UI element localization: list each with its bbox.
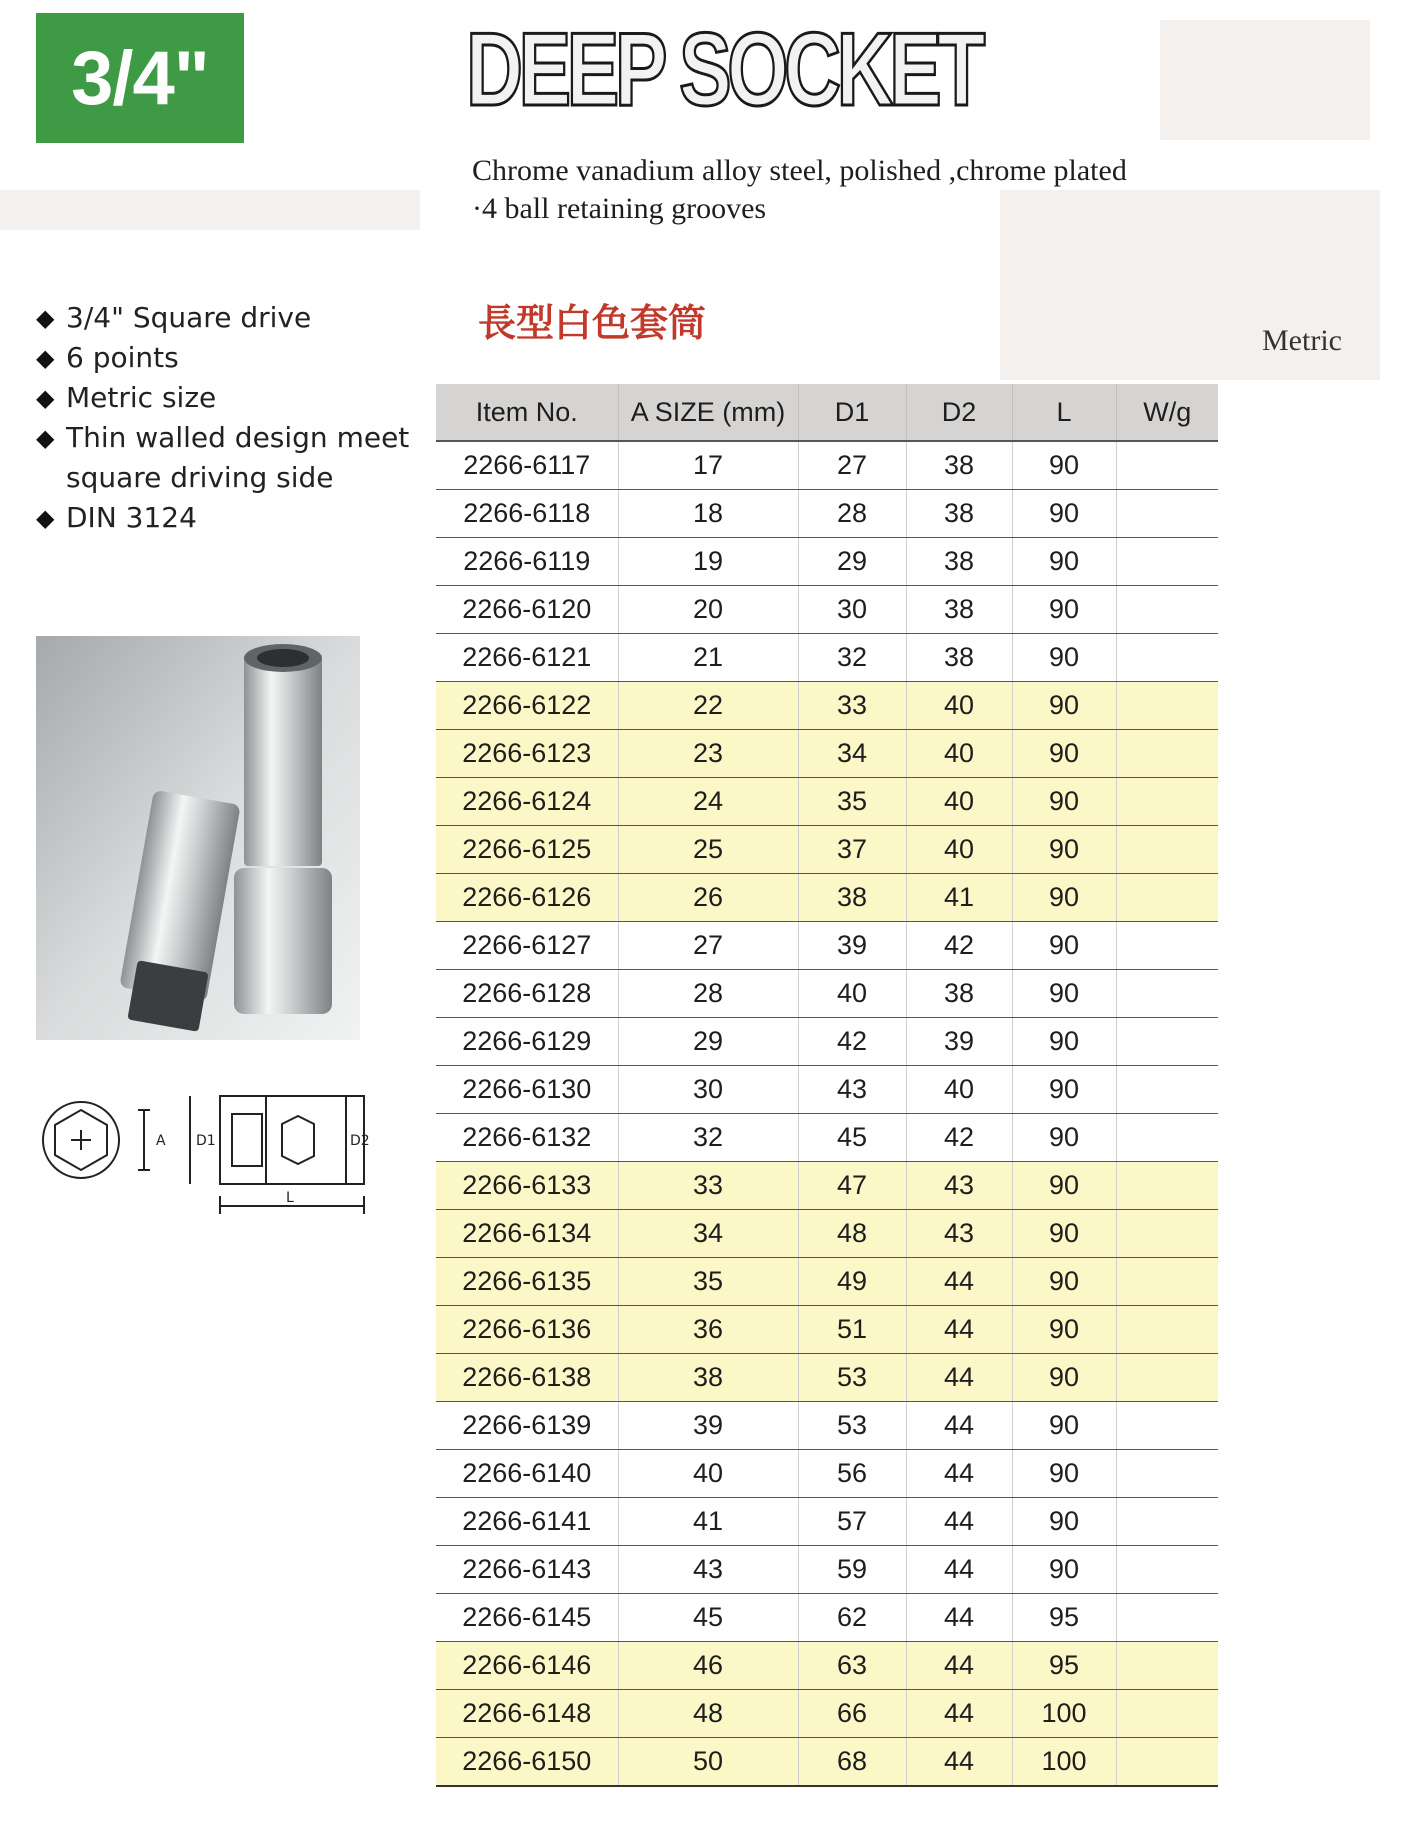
d1-cell: 29: [798, 538, 906, 586]
a-size-cell: 39: [618, 1402, 798, 1450]
d2-cell: 44: [906, 1738, 1012, 1787]
d2-cell: 40: [906, 826, 1012, 874]
d1-cell: 59: [798, 1546, 906, 1594]
a-size-cell: 18: [618, 490, 798, 538]
d2-cell: 38: [906, 634, 1012, 682]
table-row: [436, 1210, 1218, 1258]
d1-cell: 43: [798, 1066, 906, 1114]
diagram-label-l: L: [286, 1190, 294, 1206]
weight-cell: [1116, 586, 1218, 634]
dimension-diagram: [36, 1088, 376, 1218]
feature-item: [36, 298, 409, 338]
l-cell: 90: [1012, 1066, 1116, 1114]
table-row: [436, 538, 1218, 586]
weight-cell: [1116, 1354, 1218, 1402]
d2-cell: 44: [906, 1498, 1012, 1546]
l-cell: 90: [1012, 922, 1116, 970]
feature-text: Metric size: [66, 381, 217, 414]
d2-cell: 43: [906, 1210, 1012, 1258]
a-size-cell: 36: [618, 1306, 798, 1354]
diagram-label-a: A: [156, 1133, 166, 1149]
product-photo: [36, 636, 360, 1040]
l-cell: 90: [1012, 730, 1116, 778]
table-row: [436, 586, 1218, 634]
weight-cell: [1116, 441, 1218, 490]
a-size-cell: 19: [618, 538, 798, 586]
weight-cell: [1116, 1162, 1218, 1210]
d2-cell: 44: [906, 1690, 1012, 1738]
description-line: Chrome vanadium alloy steel, polished ,chrome plated: [472, 154, 1127, 187]
d2-cell: 44: [906, 1354, 1012, 1402]
item-no-cell: 2266-6136: [436, 1306, 618, 1354]
a-size-cell: 23: [618, 730, 798, 778]
a-size-cell: 50: [618, 1738, 798, 1787]
item-no-cell: 2266-6124: [436, 778, 618, 826]
a-size-cell: 35: [618, 1258, 798, 1306]
a-size-cell: 24: [618, 778, 798, 826]
l-cell: 90: [1012, 682, 1116, 730]
d1-cell: 35: [798, 778, 906, 826]
weight-cell: [1116, 634, 1218, 682]
l-cell: 90: [1012, 1498, 1116, 1546]
d2-cell: 38: [906, 538, 1012, 586]
weight-cell: [1116, 1018, 1218, 1066]
weight-cell: [1116, 1210, 1218, 1258]
l-cell: 90: [1012, 1018, 1116, 1066]
table-row: [436, 1066, 1218, 1114]
feature-text: 3/4" Square drive: [66, 301, 312, 334]
table-row: [436, 1258, 1218, 1306]
d1-cell: 49: [798, 1258, 906, 1306]
l-cell: 90: [1012, 1258, 1116, 1306]
weight-cell: [1116, 1402, 1218, 1450]
d1-cell: 45: [798, 1114, 906, 1162]
item-no-cell: 2266-6128: [436, 970, 618, 1018]
a-size-cell: 38: [618, 1354, 798, 1402]
item-no-cell: 2266-6134: [436, 1210, 618, 1258]
item-no-cell: 2266-6132: [436, 1114, 618, 1162]
d2-cell: 44: [906, 1594, 1012, 1642]
table-row: [436, 1354, 1218, 1402]
size-badge: 3/4": [36, 13, 244, 143]
header-item-no: Item No.: [436, 384, 618, 441]
a-size-cell: 28: [618, 970, 798, 1018]
d2-cell: 44: [906, 1402, 1012, 1450]
item-no-cell: 2266-6126: [436, 874, 618, 922]
a-size-cell: 41: [618, 1498, 798, 1546]
d2-cell: 40: [906, 1066, 1012, 1114]
d1-cell: 39: [798, 922, 906, 970]
l-cell: 90: [1012, 1546, 1116, 1594]
a-size-cell: 27: [618, 922, 798, 970]
item-no-cell: 2266-6118: [436, 490, 618, 538]
d1-cell: 53: [798, 1402, 906, 1450]
a-size-cell: 30: [618, 1066, 798, 1114]
item-no-cell: 2266-6117: [436, 441, 618, 490]
d2-cell: 44: [906, 1546, 1012, 1594]
description-line: ·4 ball retaining grooves: [472, 192, 767, 225]
d1-cell: 62: [798, 1594, 906, 1642]
table-row: [436, 1546, 1218, 1594]
d2-cell: 44: [906, 1642, 1012, 1690]
header-d2: D2: [906, 384, 1012, 441]
table-row: [436, 1306, 1218, 1354]
table-row: [436, 1018, 1218, 1066]
a-size-cell: 21: [618, 634, 798, 682]
weight-cell: [1116, 922, 1218, 970]
a-size-cell: 46: [618, 1642, 798, 1690]
item-no-cell: 2266-6133: [436, 1162, 618, 1210]
d2-cell: 42: [906, 1114, 1012, 1162]
item-no-cell: 2266-6139: [436, 1402, 618, 1450]
item-no-cell: 2266-6130: [436, 1066, 618, 1114]
header-weight: W/g: [1116, 384, 1218, 441]
l-cell: 100: [1012, 1738, 1116, 1787]
l-cell: 90: [1012, 634, 1116, 682]
a-size-cell: 20: [618, 586, 798, 634]
weight-cell: [1116, 1066, 1218, 1114]
unit-label: Metric: [1262, 324, 1342, 357]
table-header-row: [436, 384, 1218, 441]
item-no-cell: 2266-6146: [436, 1642, 618, 1690]
table-row: [436, 1162, 1218, 1210]
d1-cell: 32: [798, 634, 906, 682]
a-size-cell: 32: [618, 1114, 798, 1162]
d2-cell: 40: [906, 778, 1012, 826]
l-cell: 90: [1012, 441, 1116, 490]
d1-cell: 40: [798, 970, 906, 1018]
a-size-cell: 17: [618, 441, 798, 490]
d1-cell: 42: [798, 1018, 906, 1066]
weight-cell: [1116, 1114, 1218, 1162]
feature-list: [36, 298, 409, 538]
table-row: [436, 922, 1218, 970]
item-no-cell: 2266-6122: [436, 682, 618, 730]
feature-item: [36, 418, 409, 498]
background-bleed: [0, 190, 420, 230]
d1-cell: 28: [798, 490, 906, 538]
a-size-cell: 45: [618, 1594, 798, 1642]
feature-item: [36, 378, 409, 418]
l-cell: 90: [1012, 586, 1116, 634]
d1-cell: 56: [798, 1450, 906, 1498]
weight-cell: [1116, 1690, 1218, 1738]
weight-cell: [1116, 730, 1218, 778]
item-no-cell: 2266-6125: [436, 826, 618, 874]
a-size-cell: 25: [618, 826, 798, 874]
l-cell: 90: [1012, 826, 1116, 874]
table-row: [436, 730, 1218, 778]
item-no-cell: 2266-6145: [436, 1594, 618, 1642]
weight-cell: [1116, 682, 1218, 730]
table-row: [436, 441, 1218, 490]
d2-cell: 44: [906, 1258, 1012, 1306]
diamond-bullet-icon: ◆: [36, 384, 55, 412]
d2-cell: 38: [906, 490, 1012, 538]
diagram-label-d1: D1: [196, 1133, 216, 1149]
d2-cell: 43: [906, 1162, 1012, 1210]
weight-cell: [1116, 1738, 1218, 1787]
table-row: [436, 1738, 1218, 1787]
d2-cell: 44: [906, 1450, 1012, 1498]
d2-cell: 38: [906, 970, 1012, 1018]
d2-cell: 38: [906, 586, 1012, 634]
d1-cell: 66: [798, 1690, 906, 1738]
table-row: [436, 490, 1218, 538]
diamond-bullet-icon: ◆: [36, 304, 55, 332]
item-no-cell: 2266-6138: [436, 1354, 618, 1402]
weight-cell: [1116, 1546, 1218, 1594]
a-size-cell: 29: [618, 1018, 798, 1066]
weight-cell: [1116, 1498, 1218, 1546]
weight-cell: [1116, 1594, 1218, 1642]
d2-cell: 41: [906, 874, 1012, 922]
item-no-cell: 2266-6127: [436, 922, 618, 970]
d1-cell: 57: [798, 1498, 906, 1546]
background-bleed: [1160, 20, 1370, 140]
l-cell: 90: [1012, 1450, 1116, 1498]
d2-cell: 40: [906, 682, 1012, 730]
table-row: [436, 1642, 1218, 1690]
feature-text: Thin walled design meet square driving side: [66, 421, 410, 494]
weight-cell: [1116, 874, 1218, 922]
header-a-size: A SIZE (mm): [618, 384, 798, 441]
table-row: [436, 970, 1218, 1018]
table-row: [436, 778, 1218, 826]
l-cell: 90: [1012, 778, 1116, 826]
item-no-cell: 2266-6135: [436, 1258, 618, 1306]
item-no-cell: 2266-6119: [436, 538, 618, 586]
l-cell: 90: [1012, 1162, 1116, 1210]
l-cell: 90: [1012, 1210, 1116, 1258]
l-cell: 90: [1012, 970, 1116, 1018]
a-size-cell: 26: [618, 874, 798, 922]
d1-cell: 68: [798, 1738, 906, 1787]
feature-item: [36, 498, 409, 538]
table-row: [436, 1114, 1218, 1162]
item-no-cell: 2266-6129: [436, 1018, 618, 1066]
d1-cell: 34: [798, 730, 906, 778]
l-cell: 95: [1012, 1642, 1116, 1690]
d1-cell: 51: [798, 1306, 906, 1354]
l-cell: 90: [1012, 1114, 1116, 1162]
item-no-cell: 2266-6148: [436, 1690, 618, 1738]
d1-cell: 27: [798, 441, 906, 490]
weight-cell: [1116, 970, 1218, 1018]
table-row: [436, 1594, 1218, 1642]
d1-cell: 63: [798, 1642, 906, 1690]
d2-cell: 44: [906, 1306, 1012, 1354]
item-no-cell: 2266-6123: [436, 730, 618, 778]
diagram-label-d2: D2: [350, 1133, 370, 1149]
d1-cell: 33: [798, 682, 906, 730]
table-row: [436, 1402, 1218, 1450]
weight-cell: [1116, 1306, 1218, 1354]
l-cell: 90: [1012, 490, 1116, 538]
table-row: [436, 1690, 1218, 1738]
l-cell: 95: [1012, 1594, 1116, 1642]
weight-cell: [1116, 826, 1218, 874]
weight-cell: [1116, 778, 1218, 826]
header-d1: D1: [798, 384, 906, 441]
d1-cell: 53: [798, 1354, 906, 1402]
item-no-cell: 2266-6120: [436, 586, 618, 634]
item-no-cell: 2266-6140: [436, 1450, 618, 1498]
l-cell: 90: [1012, 1402, 1116, 1450]
product-title: DEEP SOCKET: [466, 12, 981, 128]
table-row: [436, 634, 1218, 682]
diamond-bullet-icon: ◆: [36, 504, 55, 532]
d1-cell: 37: [798, 826, 906, 874]
feature-text: DIN 3124: [66, 501, 197, 534]
item-no-cell: 2266-6150: [436, 1738, 618, 1787]
specification-table: [436, 384, 1218, 1787]
a-size-cell: 22: [618, 682, 798, 730]
feature-text: 6 points: [66, 341, 179, 374]
item-no-cell: 2266-6141: [436, 1498, 618, 1546]
a-size-cell: 33: [618, 1162, 798, 1210]
weight-cell: [1116, 490, 1218, 538]
feature-item: [36, 338, 409, 378]
d1-cell: 38: [798, 874, 906, 922]
weight-cell: [1116, 1450, 1218, 1498]
table-row: [436, 874, 1218, 922]
table-row: [436, 682, 1218, 730]
d1-cell: 48: [798, 1210, 906, 1258]
l-cell: 90: [1012, 1354, 1116, 1402]
d2-cell: 38: [906, 441, 1012, 490]
l-cell: 100: [1012, 1690, 1116, 1738]
weight-cell: [1116, 538, 1218, 586]
diamond-bullet-icon: ◆: [36, 424, 55, 452]
chinese-product-title: 長型白色套筒: [478, 301, 707, 345]
header-l: L: [1012, 384, 1116, 441]
table-row: [436, 1450, 1218, 1498]
a-size-cell: 40: [618, 1450, 798, 1498]
d2-cell: 39: [906, 1018, 1012, 1066]
weight-cell: [1116, 1642, 1218, 1690]
diamond-bullet-icon: ◆: [36, 344, 55, 372]
d1-cell: 47: [798, 1162, 906, 1210]
d2-cell: 40: [906, 730, 1012, 778]
l-cell: 90: [1012, 538, 1116, 586]
d2-cell: 42: [906, 922, 1012, 970]
table-row: [436, 826, 1218, 874]
table-body: [436, 441, 1218, 1786]
a-size-cell: 43: [618, 1546, 798, 1594]
l-cell: 90: [1012, 874, 1116, 922]
l-cell: 90: [1012, 1306, 1116, 1354]
weight-cell: [1116, 1258, 1218, 1306]
item-no-cell: 2266-6121: [436, 634, 618, 682]
item-no-cell: 2266-6143: [436, 1546, 618, 1594]
a-size-cell: 34: [618, 1210, 798, 1258]
table-row: [436, 1498, 1218, 1546]
d1-cell: 30: [798, 586, 906, 634]
a-size-cell: 48: [618, 1690, 798, 1738]
